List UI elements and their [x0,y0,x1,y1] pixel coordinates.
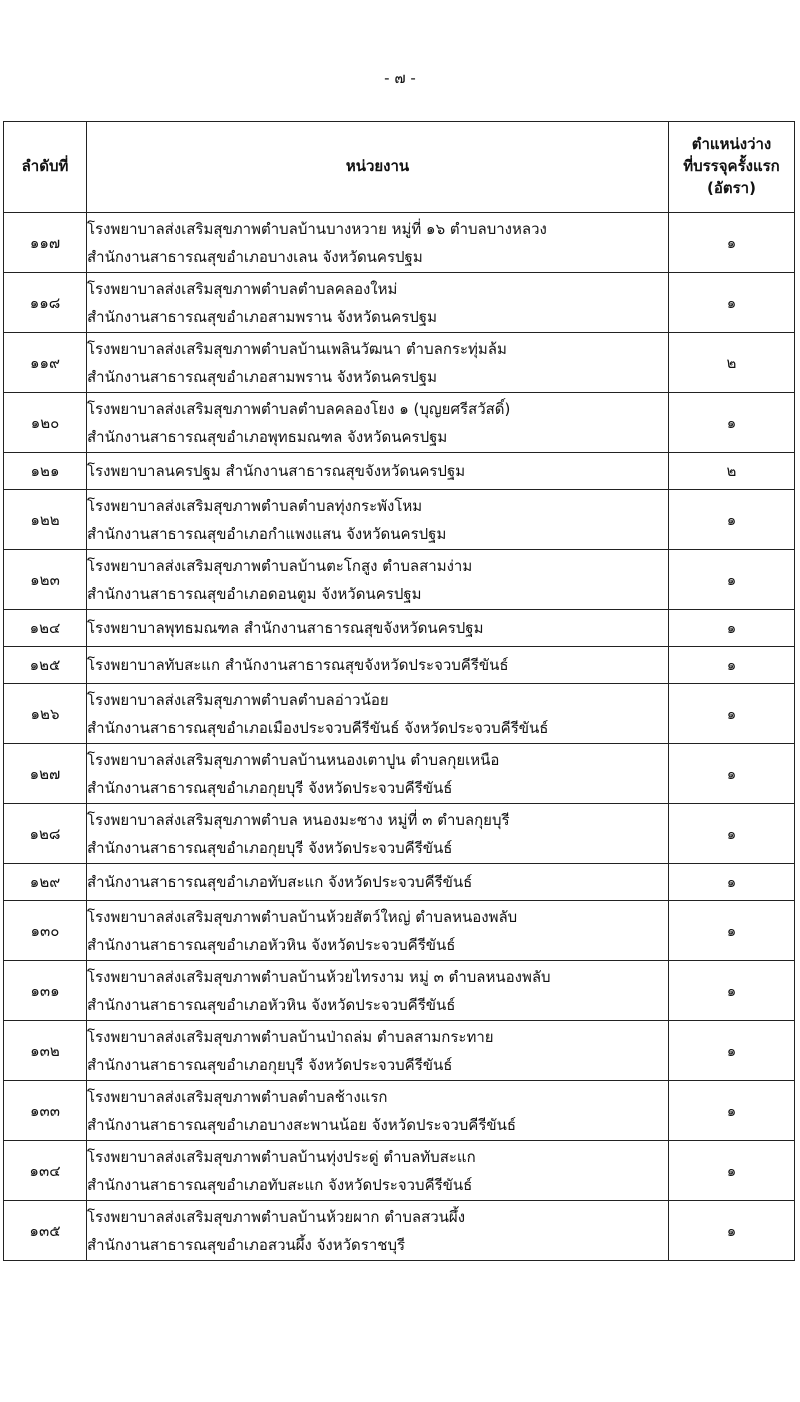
table-row [4,333,795,393]
table-row [4,610,795,647]
table-row [4,453,795,490]
row-vacancy-count: ๑ [669,1201,795,1261]
row-unit-line: โรงพยาบาลส่งเสริมสุขภาพตำบลบ้านห้วยสัตว์ใหญ่ ตำบลหนองพลับ [87,907,518,926]
row-vacancy-count: ๑ [669,213,795,273]
row-unit-line: สำนักงานสาธารณสุขอำเภอกุยบุรี จังหวัดประจวบคีรีขันธ์ [87,778,453,797]
row-unit-line: สำนักงานสาธารณสุขอำเภอเมืองประจวบคีรีขันธ์ จังหวัดประจวบคีรีขันธ์ [87,718,549,737]
row-number: ๑๒๖ [4,684,87,744]
header-unit: หน่วยงาน [87,122,669,213]
table-row [4,1141,795,1201]
row-unit-line: โรงพยาบาลส่งเสริมสุขภาพตำบลบ้านบางหวาย หมู่ที่ ๑๖ ตำบลบางหลวง [87,219,547,238]
row-unit [87,273,669,333]
row-unit-line: โรงพยาบาลส่งเสริมสุขภาพตำบลบ้านห้วยไทรงาม หมู่ ๓ ตำบลหนองพลับ [87,967,551,986]
row-unit-line: โรงพยาบาลนครปฐม สำนักงานสาธารณสุขจังหวัดนครปฐม [87,462,466,480]
row-vacancy-count: ๑ [669,684,795,744]
row-unit [87,550,669,610]
row-number: ๑๓๐ [4,901,87,961]
header-vacancy-line: (อัตรา) [707,178,756,197]
table-row [4,393,795,453]
header-vacancy-line: ที่บรรจุครั้งแรก [683,157,780,176]
row-vacancy-count: ๑ [669,647,795,684]
row-vacancy-count: ๑ [669,901,795,961]
row-number: ๑๒๕ [4,647,87,684]
row-unit-line: โรงพยาบาลส่งเสริมสุขภาพตำบลบ้านเพลินวัฒนา ตำบลกระทุ่มล้ม [87,339,507,358]
row-unit [87,647,669,684]
row-number: ๑๒๒ [4,490,87,550]
row-unit [87,901,669,961]
row-number: ๑๓๕ [4,1201,87,1261]
row-unit [87,610,669,647]
table-row [4,1081,795,1141]
row-number: ๑๒๙ [4,864,87,901]
row-number: ๑๑๙ [4,333,87,393]
row-unit-line: สำนักงานสาธารณสุขอำเภอหัวหิน จังหวัดประจวบคีรีขันธ์ [87,935,456,954]
row-number: ๑๑๘ [4,273,87,333]
table-row [4,961,795,1021]
row-unit-line: โรงพยาบาลส่งเสริมสุขภาพตำบลตำบลคลองใหม่ [87,279,398,298]
row-vacancy-count: ๑ [669,1141,795,1201]
row-unit-line: โรงพยาบาลส่งเสริมสุขภาพตำบลตำบลอ่าวน้อย [87,690,389,709]
row-vacancy-count: ๑ [669,490,795,550]
row-unit-line: โรงพยาบาลส่งเสริมสุขภาพตำบล หนองมะซาง หมู่ที่ ๓ ตำบลกุยบุรี [87,810,510,829]
row-unit [87,961,669,1021]
table-row [4,490,795,550]
row-vacancy-count: ๑ [669,393,795,453]
table-row [4,273,795,333]
row-unit-line: สำนักงานสาธารณสุขอำเภอสามพราน จังหวัดนครปฐม [87,367,437,386]
header-vacancy [669,122,795,213]
row-unit [87,804,669,864]
row-vacancy-count: ๒ [669,453,795,490]
row-vacancy-count: ๑ [669,864,795,901]
table-row [4,901,795,961]
row-vacancy-count: ๑ [669,1081,795,1141]
row-unit [87,1141,669,1201]
row-number: ๑๒๗ [4,744,87,804]
table-header-row [4,122,795,213]
row-unit-line: โรงพยาบาลส่งเสริมสุขภาพตำบลบ้านตะโกสูง ตำบลสามง่าม [87,556,473,575]
row-unit [87,1021,669,1081]
table-row [4,804,795,864]
table-row [4,1201,795,1261]
row-vacancy-count: ๑ [669,610,795,647]
table-body [4,213,795,1261]
row-unit-line: สำนักงานสาธารณสุขอำเภอทับสะแก จังหวัดประจวบคีรีขันธ์ [87,873,473,891]
row-unit [87,213,669,273]
row-unit-line: สำนักงานสาธารณสุขอำเภอกุยบุรี จังหวัดประจวบคีรีขันธ์ [87,1055,453,1074]
row-unit-line: โรงพยาบาลทับสะแก สำนักงานสาธารณสุขจังหวัดประจวบคีรีขันธ์ [87,656,509,674]
row-unit-line: สำนักงานสาธารณสุขอำเภอสามพราน จังหวัดนครปฐม [87,307,437,326]
table-row [4,1021,795,1081]
row-vacancy-count: ๑ [669,804,795,864]
row-number: ๑๓๑ [4,961,87,1021]
row-unit-line: โรงพยาบาลส่งเสริมสุขภาพตำบลตำบลช้างแรก [87,1087,388,1106]
table-row [4,684,795,744]
header-vacancy-line: ตำแหน่งว่าง [691,135,772,154]
row-unit [87,1081,669,1141]
row-unit-line: โรงพยาบาลส่งเสริมสุขภาพตำบลบ้านป่าถล่ม ตำบลสามกระทาย [87,1027,494,1046]
row-vacancy-count: ๑ [669,273,795,333]
table-row [4,213,795,273]
page-number: - ๗ - [384,69,416,87]
row-number: ๑๒๘ [4,804,87,864]
row-unit [87,490,669,550]
row-number: ๑๒๔ [4,610,87,647]
table-row [4,864,795,901]
row-unit-line: สำนักงานสาธารณสุขอำเภอกำแพงแสน จังหวัดนครปฐม [87,524,447,543]
table-row [4,550,795,610]
row-unit [87,453,669,490]
row-number: ๑๓๒ [4,1021,87,1081]
row-vacancy-count: ๑ [669,961,795,1021]
table-row [4,744,795,804]
row-unit-line: สำนักงานสาธารณสุขอำเภอบางสะพานน้อย จังหวัดประจวบคีรีขันธ์ [87,1115,517,1134]
row-unit-line: โรงพยาบาลพุทธมณฑล สำนักงานสาธารณสุขจังหวัดนครปฐม [87,619,484,637]
row-unit-line: สำนักงานสาธารณสุขอำเภอพุทธมณฑล จังหวัดนครปฐม [87,427,448,446]
row-unit-line: สำนักงานสาธารณสุขอำเภอดอนตูม จังหวัดนครปฐม [87,584,422,603]
row-number: ๑๑๗ [4,213,87,273]
row-number: ๑๓๔ [4,1141,87,1201]
row-unit-line: สำนักงานสาธารณสุขอำเภอหัวหิน จังหวัดประจวบคีรีขันธ์ [87,995,456,1014]
row-unit [87,744,669,804]
row-unit-line: สำนักงานสาธารณสุขอำเภอทับสะแก จังหวัดประจวบคีรีขันธ์ [87,1175,473,1194]
row-vacancy-count: ๒ [669,333,795,393]
row-unit [87,684,669,744]
vacancy-table [3,121,795,1261]
row-number: ๑๒๑ [4,453,87,490]
row-vacancy-count: ๑ [669,550,795,610]
row-unit-line: สำนักงานสาธารณสุขอำเภอกุยบุรี จังหวัดประจวบคีรีขันธ์ [87,838,453,857]
row-unit-line: โรงพยาบาลส่งเสริมสุขภาพตำบลตำบลทุ่งกระพังโหม [87,496,423,515]
row-number: ๑๓๓ [4,1081,87,1141]
row-vacancy-count: ๑ [669,1021,795,1081]
row-unit-line: โรงพยาบาลส่งเสริมสุขภาพตำบลบ้านห้วยผาก ตำบลสวนผึ้ง [87,1207,466,1226]
table-row [4,647,795,684]
row-number: ๑๒๓ [4,550,87,610]
row-unit-line: โรงพยาบาลส่งเสริมสุขภาพตำบลบ้านหนองเตาปูน ตำบลกุยเหนือ [87,750,500,769]
row-unit [87,333,669,393]
row-unit-line: โรงพยาบาลส่งเสริมสุขภาพตำบลบ้านทุ่งประดู่ ตำบลทับสะแก [87,1147,476,1166]
row-unit [87,1201,669,1261]
row-unit [87,393,669,453]
row-number: ๑๒๐ [4,393,87,453]
row-vacancy-count: ๑ [669,744,795,804]
row-unit-line: โรงพยาบาลส่งเสริมสุขภาพตำบลตำบลคลองโยง ๑ (บุญยศรีสวัสดิ์) [87,399,511,418]
row-unit [87,864,669,901]
row-unit-line: สำนักงานสาธารณสุขอำเภอบางเลน จังหวัดนครปฐม [87,247,423,266]
header-order: ลำดับที่ [4,122,87,213]
row-unit-line: สำนักงานสาธารณสุขอำเภอสวนผึ้ง จังหวัดราชบุรี [87,1235,406,1254]
